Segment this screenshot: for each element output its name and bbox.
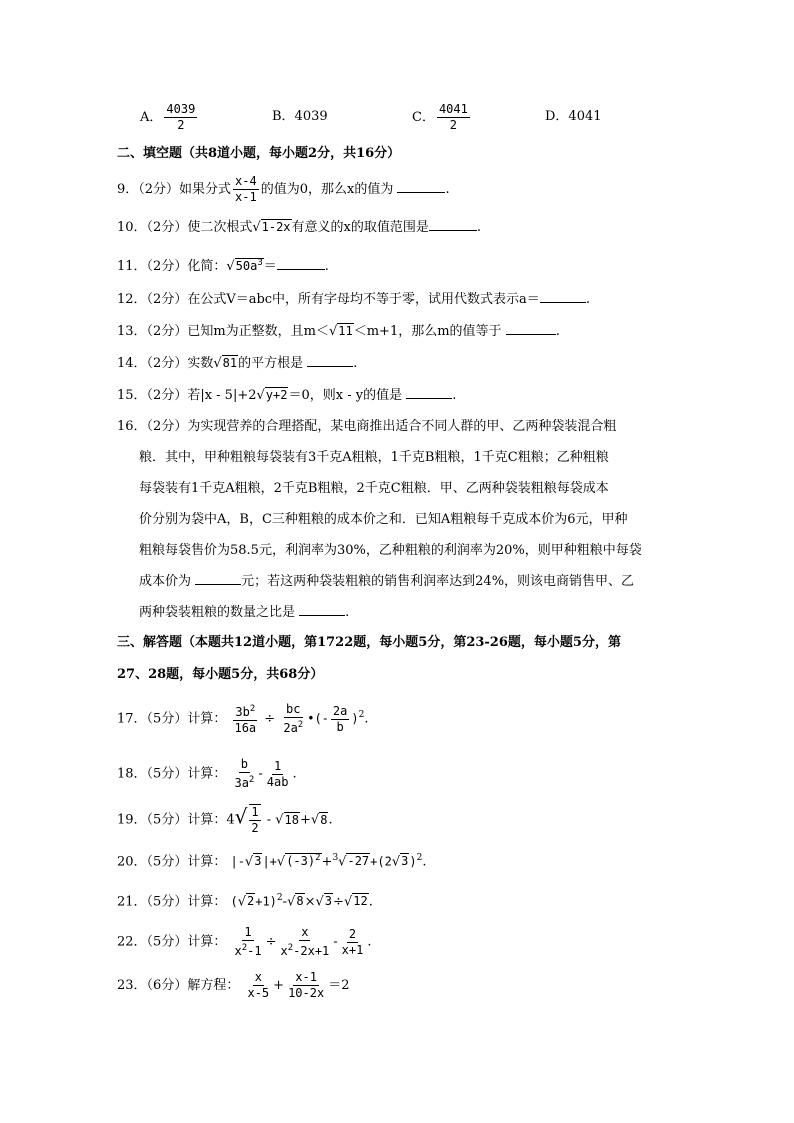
question-13: 13．（2分）已知m为正整数，且m＜√11＜m+1，那么m的值等于 .	[117, 324, 560, 339]
answer-blank	[540, 290, 586, 303]
answer-blank	[406, 386, 452, 399]
question-20: 20．（5分）计算： $|-√3|+√(-3)^2+^3√-27+(2√3)^2$.	[117, 853, 427, 870]
question-19: 19．（5分）计算：4√ $\frac{1}{2}$ - √18+√8.	[117, 804, 333, 835]
question-15: 15．（2分）若|x - 5|+2√y+2＝0，则x - y的值是 .	[117, 388, 457, 403]
question-9: 9．（2分）如果分式 $\frac{x-4}{x-1}$ 的值为0，那么x的值为 .	[117, 174, 450, 204]
answer-blank	[397, 180, 445, 193]
answer-blank	[307, 354, 353, 367]
answer-blank	[299, 603, 345, 616]
answer-blank	[429, 218, 477, 231]
question-14: 14．（2分）实数√81的平方根是 .	[117, 356, 358, 371]
section-heading-solve-1: 三、解答题（本题共12道小题，第1722题，每小题5分，第23-26题，每小题5分，第	[117, 635, 621, 650]
question-10: 10．（2分）使二次根式√1-2x有意义的x的取值范围是 .	[117, 220, 482, 235]
answer-blank	[506, 322, 556, 335]
section-heading-fill-in: 二、填空题（共8道小题，每小题2分，共16分）	[117, 146, 401, 161]
section-heading-solve-2: 27、28题，每小题5分，共68分）	[117, 667, 324, 682]
question-12: 12．（2分）在公式V＝abc中，所有字母均不等于零，试用代数式表示a＝ .	[117, 292, 590, 307]
answer-blank	[277, 257, 325, 270]
question-17: 17．（5分）计算： $\frac{3b^2}{16a}$ ÷ $\frac{bc}{2a^2}$ •(- $\frac{2a}{b}$ )$^2$.	[117, 702, 369, 735]
question-18: 18．（5分）计算： $\frac{b}{3a^2}$ - $\frac{1}{4ab}$ .	[117, 757, 297, 790]
question-21: 21．（5分）计算： $(√2+1)^2-√8\times√3\div√12$.	[117, 893, 373, 910]
choice-c: C． $\frac{4041}{2}$	[412, 102, 468, 132]
question-22: 22．（5分）计算： $\frac{1}{x^2-1}$ ÷ $\frac{x}{x^2-2x+1}$ - $\frac{2}{x+1}$ .	[117, 925, 372, 958]
question-16: 16．（2分）为实现营养的合理搭配，某电商推出适合不同人群的甲、乙两种袋装混合粗 粮．其中，甲种粗粮每袋装有3千克A粗粮，1千克B粗粮，1千克C粗粮；乙种粗粮 每袋装有1千克A粗粮，2千克B粗粮，2千克C粗粮．甲、乙两种袋装粗粮每袋成本 价分别为袋中A，B，C三种粗粮的成本价之和．已知A粗粮每千克成本价为6元，甲种 粗粮每袋售价为58.5元，利润率为30%，乙种粗粮的利润率为20%，则甲种粗粮中每袋 成本价为 元；若这两种袋装粗粮的销售利润率达到24%，则该电商销售甲、乙 两种袋装粗粮的数量之比是 .	[117, 419, 642, 620]
answer-blank	[195, 572, 241, 585]
question-11: 11．（2分）化简：$√50a^3=$ .	[117, 258, 329, 274]
choice-b: B．4039	[272, 109, 328, 124]
question-23: 23．（6分）解方程： $\frac{x}{x-5}$ + $\frac{x-1}{10-2x}$ ＝2	[117, 970, 350, 1000]
choice-a: A． $\frac{4039}{2}$	[140, 102, 196, 132]
choice-d: D．4041	[545, 109, 602, 124]
